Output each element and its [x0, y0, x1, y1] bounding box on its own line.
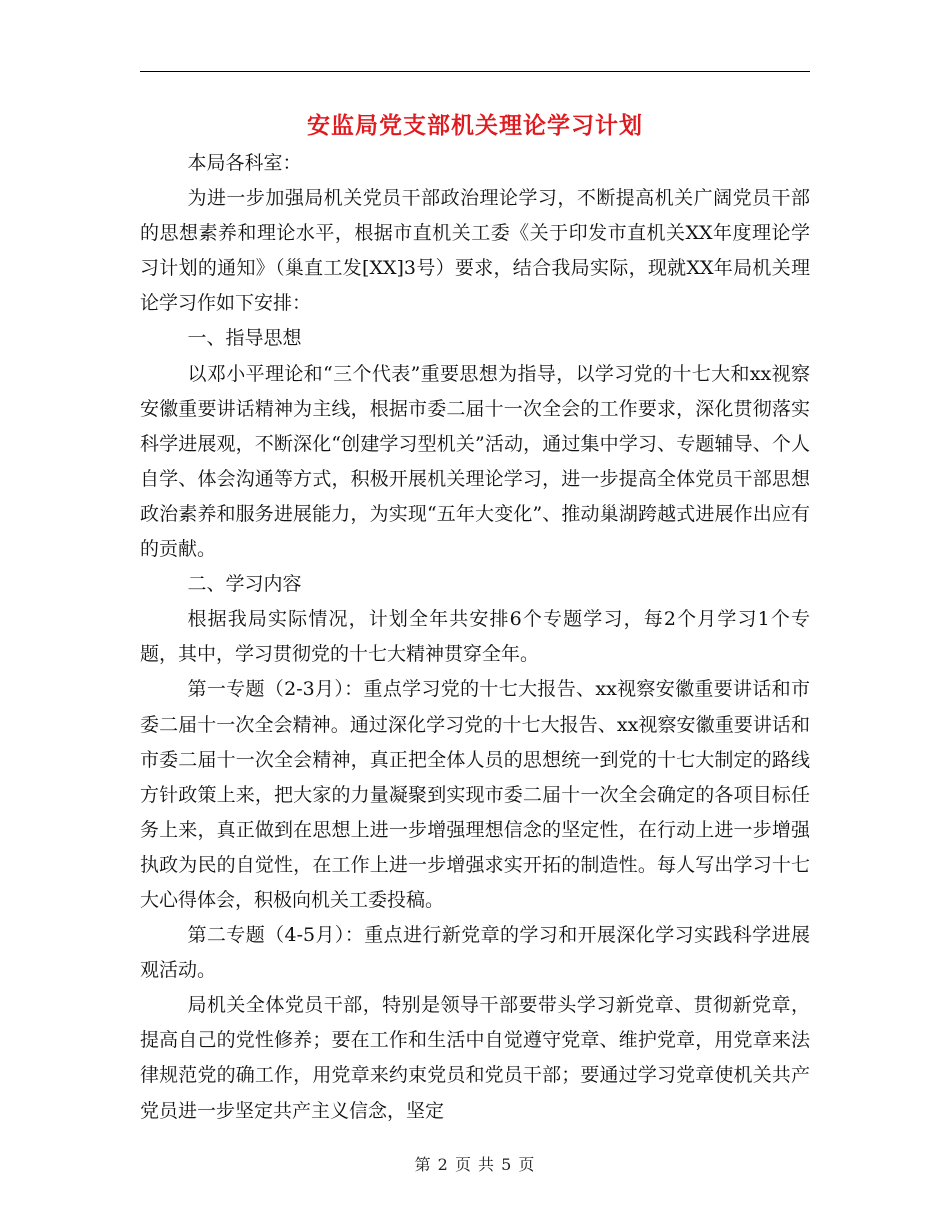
document-title: 安监局党支部机关理论学习计划: [307, 112, 643, 139]
document-body: [140, 146, 810, 1129]
section-heading-study-content: 二、学习内容: [187, 573, 302, 596]
study-plan-paragraph: 根据我局实际情况，计划全年共安排6个专题学习，每2个月学习1个专题，其中，学习贯彻党的十七大精神贯穿全年。: [140, 608, 810, 666]
salutation: 本局各科室：: [187, 152, 302, 174]
header-rule: [140, 71, 810, 72]
intro-paragraph: 为进一步加强局机关党员干部政治理论学习，不断提高机关广阔党员干部的思想素养和理论水平，根据市直机关工委《关于印发市直机关XX年度理论学习计划的通知》（巢直工发[XX]3号）要求，结合我局实际，现就XX年局机关理论学习作如下安排：: [140, 187, 810, 315]
page-number: 第 2 页 共 5 页: [414, 1155, 536, 1174]
party-constitution-paragraph: 局机关全体党员干部，特别是领导干部要带头学习新党章、贯彻新党章，提高自己的党性修养；要在工作和生活中自觉遵守党章、维护党章，用党章来法律规范党的确工作，用党章来约束党员和党员干部；要通过学习党章使机关共产党员进一步坚定共产主义信念，坚定: [140, 994, 810, 1122]
guiding-thought-paragraph: 以邓小平理论和“三个代表”重要思想为指导，以学习党的十七大和xx视察安徽重要讲话精神为主线，根据市委二届十一次全会的工作要求，深化贯彻落实科学进展观，不断深化“创建学习型机关”活动，通过集中学习、专题辅导、个人自学、体会沟通等方式，积极开展机关理论学习，进一步提高全体党员干部思想政治素养和服务进展能力，为实现“五年大变化”、推动巢湖跨越式进展作出应有的贡献。: [140, 362, 810, 561]
section-heading-guiding-thought: 一、指导思想: [187, 327, 302, 350]
topic-one-paragraph: 第一专题（2-3月）：重点学习党的十七大报告、xx视察安徽重要讲话和市委二届十一次全会精神。通过深化学习党的十七大报告、xx视察安徽重要讲话和市委二届十一次全会精神，真正把全体人员的思想统一到党的十七大制定的路线方针政策上来，把大家的力量凝聚到实现市委二届十一次全会确定的各项目标任务上来，真正做到在思想上进一步增强理想信念的坚定性，在行动上进一步增强执政为民的自觉性，在工作上进一步增强求实开拓的制造性。每人写出学习十七大心得体会，积极向机关工委投稿。: [140, 678, 810, 911]
topic-two-paragraph: 第二专题（4-5月）：重点进行新党章的学习和开展深化学习实践科学进展观活动。: [140, 924, 810, 982]
